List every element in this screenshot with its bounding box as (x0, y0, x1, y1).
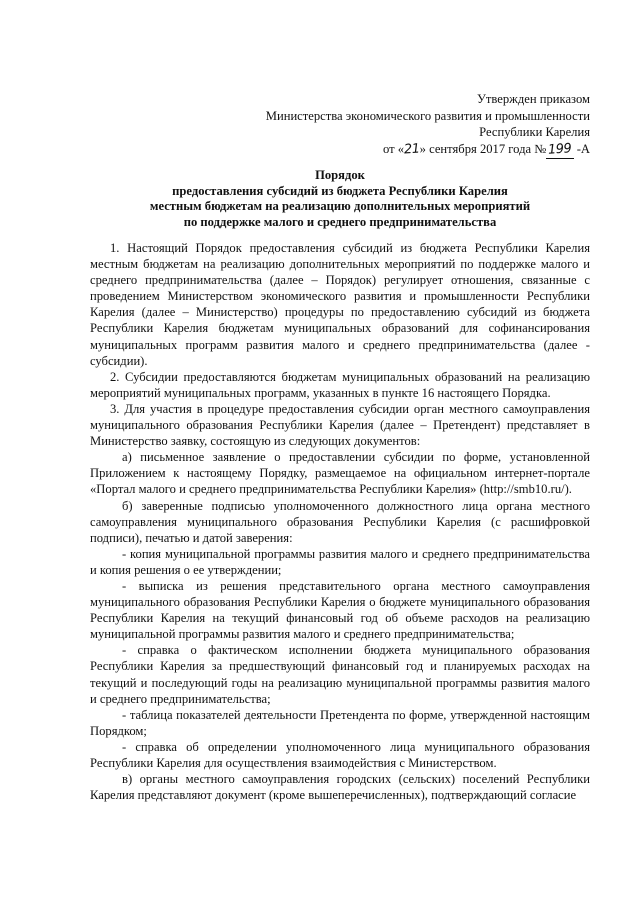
approval-date-line (266, 141, 590, 160)
approval-date-middle: » сентября 2017 года № (419, 141, 547, 156)
list-item: - выписка из решения представительного органа местного самоуправления муниципального образования Республики Карелия о бюджете муниципального образования Республики Карелия на текущий финансовый год об объеме расходов на реализацию муниципальной программы развития малого и среднего предпринимательства; (90, 578, 590, 642)
title-line-1: Порядок (315, 168, 365, 182)
approval-date-prefix: от « (383, 141, 405, 156)
paragraph-1: 1. Настоящий Порядок предоставления субсидий из бюджета Республики Карелия местным бюджетам на реализацию дополнительных мероприятий по поддержке малого и среднего предпринимательства (далее – Порядок) регулирует отношения, связанные с проведением Министерством экономического развития и промышленности Республики Карелия (далее – Министерство) процедуры по предоставлению субсидий из бюджета Республики Карелия бюджетам муниципальных образований для софинансирования муниципальных программ развития малого и среднего предпринимательства (далее - субсидии). (90, 241, 590, 368)
list-item: - копия муниципальной программы развития малого и среднего предпринимательства и копия решения о ее утверждении; (90, 546, 590, 577)
paragraph-3a: а) письменное заявление о предоставлении субсидии по форме, установленной Приложением к настоящему Порядку, размещаемое на официальном интернет-портале «Портал малого и среднего предпринимательства Республики Карелия» (http://smb10.ru/). (90, 450, 590, 497)
handwritten-number: 199 (547, 140, 573, 158)
title-line-2: предоставления субсидий из бюджета Республики Карелия (172, 183, 508, 198)
list-item: - справка об определении уполномоченного лица муниципального образования Республики Карелия для осуществления взаимодействия с Министерством. (90, 739, 590, 770)
handwritten-number-field (546, 141, 573, 160)
handwritten-day: 21 (403, 141, 421, 158)
approval-date-suffix: -А (573, 141, 590, 156)
list-item: - справка о фактическом исполнении бюджета муниципального образования Республики Карелия за предшествующий финансовый год и планируемых расходах на текущий и последующий годы на реализацию муниципальной программы развития малого и среднего предпринимательства; (90, 643, 590, 706)
approval-line-3: Республики Карелия (479, 125, 590, 140)
title-line-4: по поддержке малого и среднего предпринимательства (183, 214, 497, 229)
paragraph-2: 2. Субсидии предоставляются бюджетам муниципальных образований на реализацию мероприятий муниципальных программ, указанных в пункте 16 настоящего Порядка. (90, 369, 590, 400)
paragraph-3: 3. Для участия в процедуре предоставления субсидии орган местного самоуправления муниципального образования Республики Карелия (далее – Претендент) представляет в Министерство заявку, состоящую из следующих документов: (90, 401, 590, 449)
list-item: - таблица показателей деятельности Претендента по форме, утвержденной настоящим Порядком; (90, 707, 590, 738)
document-body (90, 240, 590, 803)
paragraph-3c: в) органы местного самоуправления городских (сельских) поселений Республики Карелия представляют документ (кроме вышеперечисленных), подтверждающий согласие (90, 772, 590, 803)
title-line-3: местным бюджетам на реализацию дополнительных мероприятий (149, 199, 531, 213)
approval-line-2: Министерства экономического развития и промышленности (265, 108, 590, 123)
document-title (90, 168, 590, 230)
approval-line-1: Утвержден приказом (477, 92, 590, 106)
paragraph-3b: б) заверенные подписью уполномоченного должностного лица органа местного самоуправления муниципального образования Республики Карелия (с расшифровкой подписи), печатью и датой заверения: (90, 498, 590, 545)
approval-stamp (266, 91, 590, 159)
